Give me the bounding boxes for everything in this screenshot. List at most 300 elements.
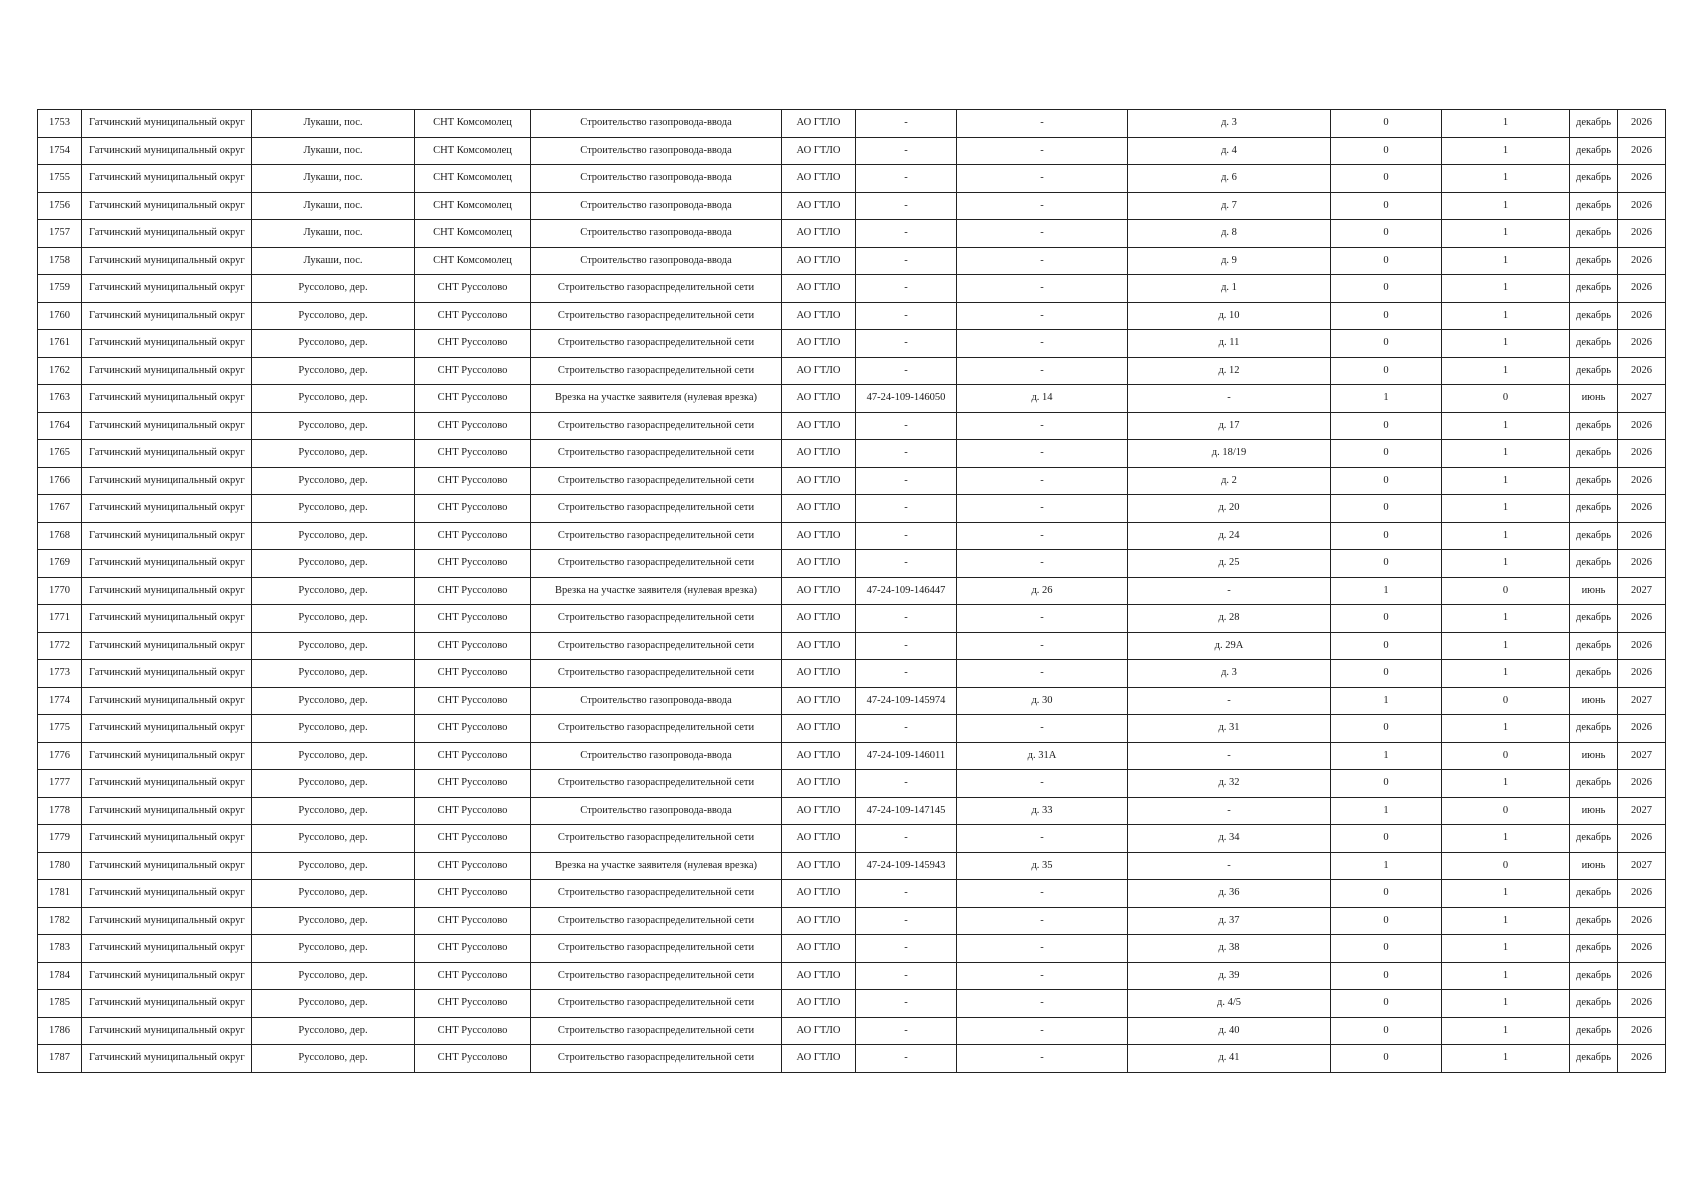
plot-address-cell: - [957, 1045, 1128, 1073]
table-row [38, 715, 1666, 743]
year-cell: 2026 [1618, 467, 1666, 495]
count-a-cell: 0 [1331, 330, 1442, 358]
row-number-cell: 1786 [38, 1017, 82, 1045]
count-b-cell: 1 [1442, 770, 1570, 798]
organization-cell: АО ГТЛО [782, 275, 856, 303]
organization-cell: АО ГТЛО [782, 495, 856, 523]
snt-cell: СНТ Комсомолец [415, 247, 531, 275]
organization-cell: АО ГТЛО [782, 742, 856, 770]
table-row [38, 137, 1666, 165]
settlement-cell: Руссолово, дер. [252, 357, 415, 385]
plot-address-cell: д. 31А [957, 742, 1128, 770]
work-type-cell: Строительство газораспределительной сети [531, 715, 782, 743]
table-row [38, 495, 1666, 523]
snt-cell: СНТ Руссолово [415, 495, 531, 523]
municipality-cell: Гатчинский муниципальный округ [82, 907, 252, 935]
count-b-cell: 1 [1442, 302, 1570, 330]
cadastral-number-cell: - [856, 770, 957, 798]
house-number-cell: д. 10 [1128, 302, 1331, 330]
row-number-cell: 1757 [38, 220, 82, 248]
table-row [38, 357, 1666, 385]
table-row [38, 907, 1666, 935]
year-cell: 2026 [1618, 1045, 1666, 1073]
work-type-cell: Строительство газораспределительной сети [531, 770, 782, 798]
month-cell: июнь [1570, 852, 1618, 880]
settlement-cell: Руссолово, дер. [252, 440, 415, 468]
cadastral-number-cell: - [856, 467, 957, 495]
organization-cell: АО ГТЛО [782, 852, 856, 880]
plot-address-cell: - [957, 880, 1128, 908]
municipality-cell: Гатчинский муниципальный округ [82, 467, 252, 495]
settlement-cell: Руссолово, дер. [252, 660, 415, 688]
cadastral-number-cell: - [856, 660, 957, 688]
plot-address-cell: - [957, 330, 1128, 358]
cadastral-number-cell: 47-24-109-147145 [856, 797, 957, 825]
municipality-cell: Гатчинский муниципальный округ [82, 935, 252, 963]
snt-cell: СНТ Комсомолец [415, 220, 531, 248]
count-a-cell: 1 [1331, 687, 1442, 715]
work-type-cell: Строительство газораспределительной сети [531, 357, 782, 385]
count-a-cell: 0 [1331, 962, 1442, 990]
work-type-cell: Строительство газораспределительной сети [531, 330, 782, 358]
settlement-cell: Руссолово, дер. [252, 632, 415, 660]
work-type-cell: Строительство газопровода-ввода [531, 742, 782, 770]
municipality-cell: Гатчинский муниципальный округ [82, 1017, 252, 1045]
organization-cell: АО ГТЛО [782, 687, 856, 715]
organization-cell: АО ГТЛО [782, 440, 856, 468]
table-row [38, 632, 1666, 660]
row-number-cell: 1774 [38, 687, 82, 715]
municipality-cell: Гатчинский муниципальный округ [82, 220, 252, 248]
house-number-cell: д. 1 [1128, 275, 1331, 303]
month-cell: декабрь [1570, 110, 1618, 138]
year-cell: 2026 [1618, 605, 1666, 633]
municipality-cell: Гатчинский муниципальный округ [82, 962, 252, 990]
table-row [38, 467, 1666, 495]
row-number-cell: 1787 [38, 1045, 82, 1073]
plot-address-cell: - [957, 357, 1128, 385]
table-row [38, 1017, 1666, 1045]
count-b-cell: 1 [1442, 605, 1570, 633]
snt-cell: СНТ Руссолово [415, 412, 531, 440]
count-a-cell: 0 [1331, 357, 1442, 385]
work-type-cell: Строительство газораспределительной сети [531, 907, 782, 935]
snt-cell: СНТ Руссолово [415, 852, 531, 880]
settlement-cell: Руссолово, дер. [252, 605, 415, 633]
organization-cell: АО ГТЛО [782, 660, 856, 688]
row-number-cell: 1772 [38, 632, 82, 660]
month-cell: июнь [1570, 797, 1618, 825]
cadastral-number-cell: 47-24-109-146011 [856, 742, 957, 770]
plot-address-cell: - [957, 302, 1128, 330]
row-number-cell: 1784 [38, 962, 82, 990]
month-cell: декабрь [1570, 880, 1618, 908]
work-type-cell: Строительство газопровода-ввода [531, 192, 782, 220]
row-number-cell: 1762 [38, 357, 82, 385]
work-type-cell: Строительство газораспределительной сети [531, 825, 782, 853]
work-type-cell: Строительство газораспределительной сети [531, 880, 782, 908]
row-number-cell: 1776 [38, 742, 82, 770]
month-cell: июнь [1570, 742, 1618, 770]
count-a-cell: 0 [1331, 137, 1442, 165]
count-a-cell: 1 [1331, 797, 1442, 825]
settlement-cell: Руссолово, дер. [252, 330, 415, 358]
plot-address-cell: - [957, 495, 1128, 523]
year-cell: 2026 [1618, 357, 1666, 385]
municipality-cell: Гатчинский муниципальный округ [82, 880, 252, 908]
count-a-cell: 0 [1331, 880, 1442, 908]
organization-cell: АО ГТЛО [782, 935, 856, 963]
house-number-cell: д. 18/19 [1128, 440, 1331, 468]
count-b-cell: 0 [1442, 385, 1570, 413]
work-type-cell: Строительство газораспределительной сети [531, 302, 782, 330]
table-row [38, 797, 1666, 825]
house-number-cell: д. 4 [1128, 137, 1331, 165]
count-a-cell: 0 [1331, 220, 1442, 248]
organization-cell: АО ГТЛО [782, 770, 856, 798]
month-cell: декабрь [1570, 440, 1618, 468]
month-cell: декабрь [1570, 605, 1618, 633]
count-a-cell: 0 [1331, 632, 1442, 660]
cadastral-number-cell: - [856, 550, 957, 578]
table-row [38, 577, 1666, 605]
month-cell: декабрь [1570, 412, 1618, 440]
municipality-cell: Гатчинский муниципальный округ [82, 825, 252, 853]
work-type-cell: Строительство газораспределительной сети [531, 467, 782, 495]
year-cell: 2026 [1618, 330, 1666, 358]
settlement-cell: Руссолово, дер. [252, 495, 415, 523]
snt-cell: СНТ Руссолово [415, 440, 531, 468]
month-cell: декабрь [1570, 660, 1618, 688]
organization-cell: АО ГТЛО [782, 962, 856, 990]
work-type-cell: Строительство газораспределительной сети [531, 605, 782, 633]
work-type-cell: Строительство газопровода-ввода [531, 797, 782, 825]
cadastral-number-cell: - [856, 1017, 957, 1045]
table-row [38, 880, 1666, 908]
count-b-cell: 1 [1442, 962, 1570, 990]
table-row [38, 550, 1666, 578]
organization-cell: АО ГТЛО [782, 522, 856, 550]
year-cell: 2026 [1618, 962, 1666, 990]
house-number-cell: д. 2 [1128, 467, 1331, 495]
year-cell: 2026 [1618, 907, 1666, 935]
municipality-cell: Гатчинский муниципальный округ [82, 385, 252, 413]
cadastral-number-cell: - [856, 302, 957, 330]
month-cell: декабрь [1570, 1017, 1618, 1045]
work-type-cell: Строительство газораспределительной сети [531, 550, 782, 578]
municipality-cell: Гатчинский муниципальный округ [82, 742, 252, 770]
year-cell: 2027 [1618, 797, 1666, 825]
count-b-cell: 1 [1442, 110, 1570, 138]
organization-cell: АО ГТЛО [782, 357, 856, 385]
house-number-cell: д. 32 [1128, 770, 1331, 798]
organization-cell: АО ГТЛО [782, 880, 856, 908]
cadastral-number-cell: - [856, 137, 957, 165]
month-cell: декабрь [1570, 165, 1618, 193]
month-cell: июнь [1570, 385, 1618, 413]
count-b-cell: 1 [1442, 715, 1570, 743]
year-cell: 2026 [1618, 165, 1666, 193]
snt-cell: СНТ Комсомолец [415, 192, 531, 220]
work-type-cell: Строительство газораспределительной сети [531, 495, 782, 523]
work-type-cell: Строительство газораспределительной сети [531, 412, 782, 440]
snt-cell: СНТ Руссолово [415, 715, 531, 743]
document-page [37, 109, 1666, 1073]
year-cell: 2026 [1618, 825, 1666, 853]
municipality-cell: Гатчинский муниципальный округ [82, 605, 252, 633]
settlement-cell: Лукаши, пос. [252, 137, 415, 165]
house-number-cell: д. 34 [1128, 825, 1331, 853]
work-type-cell: Строительство газопровода-ввода [531, 247, 782, 275]
row-number-cell: 1766 [38, 467, 82, 495]
house-number-cell: д. 28 [1128, 605, 1331, 633]
row-number-cell: 1756 [38, 192, 82, 220]
cadastral-number-cell: - [856, 165, 957, 193]
settlement-cell: Руссолово, дер. [252, 825, 415, 853]
plot-address-cell: - [957, 825, 1128, 853]
municipality-cell: Гатчинский муниципальный округ [82, 1045, 252, 1073]
count-a-cell: 0 [1331, 1045, 1442, 1073]
settlement-cell: Руссолово, дер. [252, 412, 415, 440]
count-a-cell: 0 [1331, 935, 1442, 963]
cadastral-number-cell: - [856, 495, 957, 523]
month-cell: декабрь [1570, 220, 1618, 248]
data-table [37, 109, 1666, 1073]
settlement-cell: Лукаши, пос. [252, 220, 415, 248]
year-cell: 2026 [1618, 137, 1666, 165]
month-cell: декабрь [1570, 192, 1618, 220]
municipality-cell: Гатчинский муниципальный округ [82, 770, 252, 798]
table-row [38, 825, 1666, 853]
count-a-cell: 0 [1331, 192, 1442, 220]
cadastral-number-cell: - [856, 522, 957, 550]
row-number-cell: 1782 [38, 907, 82, 935]
plot-address-cell: - [957, 907, 1128, 935]
month-cell: декабрь [1570, 715, 1618, 743]
table-row [38, 742, 1666, 770]
month-cell: декабрь [1570, 247, 1618, 275]
cadastral-number-cell: 47-24-109-145974 [856, 687, 957, 715]
table-row [38, 110, 1666, 138]
house-number-cell: д. 3 [1128, 110, 1331, 138]
table-row [38, 302, 1666, 330]
snt-cell: СНТ Руссолово [415, 1017, 531, 1045]
month-cell: декабрь [1570, 935, 1618, 963]
municipality-cell: Гатчинский муниципальный округ [82, 632, 252, 660]
snt-cell: СНТ Руссолово [415, 550, 531, 578]
organization-cell: АО ГТЛО [782, 385, 856, 413]
year-cell: 2026 [1618, 550, 1666, 578]
snt-cell: СНТ Руссолово [415, 770, 531, 798]
count-b-cell: 1 [1442, 495, 1570, 523]
table-row [38, 990, 1666, 1018]
count-a-cell: 1 [1331, 742, 1442, 770]
month-cell: июнь [1570, 687, 1618, 715]
count-a-cell: 0 [1331, 550, 1442, 578]
table-row [38, 247, 1666, 275]
municipality-cell: Гатчинский муниципальный округ [82, 660, 252, 688]
count-b-cell: 1 [1442, 907, 1570, 935]
municipality-cell: Гатчинский муниципальный округ [82, 275, 252, 303]
settlement-cell: Руссолово, дер. [252, 275, 415, 303]
cadastral-number-cell: - [856, 412, 957, 440]
plot-address-cell: - [957, 247, 1128, 275]
year-cell: 2026 [1618, 1017, 1666, 1045]
cadastral-number-cell: - [856, 220, 957, 248]
municipality-cell: Гатчинский муниципальный округ [82, 412, 252, 440]
table-row [38, 962, 1666, 990]
plot-address-cell: - [957, 110, 1128, 138]
work-type-cell: Строительство газораспределительной сети [531, 990, 782, 1018]
cadastral-number-cell: - [856, 440, 957, 468]
snt-cell: СНТ Руссолово [415, 935, 531, 963]
snt-cell: СНТ Руссолово [415, 962, 531, 990]
settlement-cell: Руссолово, дер. [252, 715, 415, 743]
house-number-cell: - [1128, 385, 1331, 413]
settlement-cell: Руссолово, дер. [252, 907, 415, 935]
row-number-cell: 1768 [38, 522, 82, 550]
count-a-cell: 1 [1331, 385, 1442, 413]
table-row [38, 852, 1666, 880]
municipality-cell: Гатчинский муниципальный округ [82, 247, 252, 275]
cadastral-number-cell: - [856, 1045, 957, 1073]
cadastral-number-cell: 47-24-109-146050 [856, 385, 957, 413]
municipality-cell: Гатчинский муниципальный округ [82, 852, 252, 880]
row-number-cell: 1764 [38, 412, 82, 440]
snt-cell: СНТ Руссолово [415, 605, 531, 633]
settlement-cell: Лукаши, пос. [252, 110, 415, 138]
house-number-cell: д. 7 [1128, 192, 1331, 220]
table-row [38, 220, 1666, 248]
count-a-cell: 0 [1331, 990, 1442, 1018]
year-cell: 2026 [1618, 412, 1666, 440]
year-cell: 2026 [1618, 935, 1666, 963]
row-number-cell: 1760 [38, 302, 82, 330]
settlement-cell: Руссолово, дер. [252, 687, 415, 715]
row-number-cell: 1758 [38, 247, 82, 275]
row-number-cell: 1777 [38, 770, 82, 798]
count-b-cell: 1 [1442, 192, 1570, 220]
organization-cell: АО ГТЛО [782, 192, 856, 220]
plot-address-cell: - [957, 522, 1128, 550]
settlement-cell: Руссолово, дер. [252, 770, 415, 798]
count-b-cell: 1 [1442, 165, 1570, 193]
municipality-cell: Гатчинский муниципальный округ [82, 715, 252, 743]
settlement-cell: Лукаши, пос. [252, 192, 415, 220]
municipality-cell: Гатчинский муниципальный округ [82, 797, 252, 825]
plot-address-cell: д. 35 [957, 852, 1128, 880]
work-type-cell: Строительство газораспределительной сети [531, 522, 782, 550]
organization-cell: АО ГТЛО [782, 797, 856, 825]
year-cell: 2026 [1618, 440, 1666, 468]
house-number-cell: д. 41 [1128, 1045, 1331, 1073]
organization-cell: АО ГТЛО [782, 1045, 856, 1073]
row-number-cell: 1775 [38, 715, 82, 743]
row-number-cell: 1785 [38, 990, 82, 1018]
work-type-cell: Строительство газопровода-ввода [531, 220, 782, 248]
count-a-cell: 0 [1331, 605, 1442, 633]
cadastral-number-cell: - [856, 605, 957, 633]
month-cell: декабрь [1570, 467, 1618, 495]
organization-cell: АО ГТЛО [782, 825, 856, 853]
snt-cell: СНТ Руссолово [415, 330, 531, 358]
table-row [38, 385, 1666, 413]
municipality-cell: Гатчинский муниципальный округ [82, 495, 252, 523]
month-cell: июнь [1570, 577, 1618, 605]
year-cell: 2026 [1618, 302, 1666, 330]
plot-address-cell: - [957, 715, 1128, 743]
snt-cell: СНТ Комсомолец [415, 137, 531, 165]
work-type-cell: Врезка на участке заявителя (нулевая врезка) [531, 577, 782, 605]
year-cell: 2026 [1618, 632, 1666, 660]
organization-cell: АО ГТЛО [782, 137, 856, 165]
house-number-cell: - [1128, 797, 1331, 825]
house-number-cell: - [1128, 687, 1331, 715]
snt-cell: СНТ Руссолово [415, 990, 531, 1018]
work-type-cell: Строительство газораспределительной сети [531, 660, 782, 688]
count-b-cell: 1 [1442, 275, 1570, 303]
cadastral-number-cell: - [856, 715, 957, 743]
organization-cell: АО ГТЛО [782, 247, 856, 275]
row-number-cell: 1779 [38, 825, 82, 853]
snt-cell: СНТ Руссолово [415, 742, 531, 770]
year-cell: 2027 [1618, 742, 1666, 770]
count-b-cell: 1 [1442, 220, 1570, 248]
work-type-cell: Строительство газораспределительной сети [531, 1017, 782, 1045]
count-b-cell: 1 [1442, 330, 1570, 358]
house-number-cell: д. 8 [1128, 220, 1331, 248]
plot-address-cell: - [957, 467, 1128, 495]
year-cell: 2026 [1618, 990, 1666, 1018]
work-type-cell: Строительство газораспределительной сети [531, 440, 782, 468]
year-cell: 2026 [1618, 192, 1666, 220]
settlement-cell: Руссолово, дер. [252, 385, 415, 413]
year-cell: 2026 [1618, 220, 1666, 248]
plot-address-cell: - [957, 275, 1128, 303]
month-cell: декабрь [1570, 770, 1618, 798]
count-a-cell: 0 [1331, 715, 1442, 743]
month-cell: декабрь [1570, 522, 1618, 550]
organization-cell: АО ГТЛО [782, 605, 856, 633]
snt-cell: СНТ Руссолово [415, 825, 531, 853]
count-b-cell: 0 [1442, 797, 1570, 825]
settlement-cell: Руссолово, дер. [252, 467, 415, 495]
snt-cell: СНТ Руссолово [415, 385, 531, 413]
municipality-cell: Гатчинский муниципальный округ [82, 110, 252, 138]
cadastral-number-cell: - [856, 192, 957, 220]
year-cell: 2026 [1618, 110, 1666, 138]
count-b-cell: 0 [1442, 742, 1570, 770]
cadastral-number-cell: - [856, 962, 957, 990]
snt-cell: СНТ Руссолово [415, 797, 531, 825]
year-cell: 2026 [1618, 770, 1666, 798]
organization-cell: АО ГТЛО [782, 220, 856, 248]
year-cell: 2027 [1618, 687, 1666, 715]
count-b-cell: 1 [1442, 137, 1570, 165]
snt-cell: СНТ Руссолово [415, 880, 531, 908]
snt-cell: СНТ Руссолово [415, 467, 531, 495]
work-type-cell: Строительство газораспределительной сети [531, 1045, 782, 1073]
cadastral-number-cell: - [856, 247, 957, 275]
row-number-cell: 1769 [38, 550, 82, 578]
table-row [38, 522, 1666, 550]
table-row [38, 192, 1666, 220]
table-row [38, 165, 1666, 193]
table-row [38, 605, 1666, 633]
plot-address-cell: - [957, 962, 1128, 990]
count-b-cell: 0 [1442, 577, 1570, 605]
snt-cell: СНТ Руссолово [415, 275, 531, 303]
